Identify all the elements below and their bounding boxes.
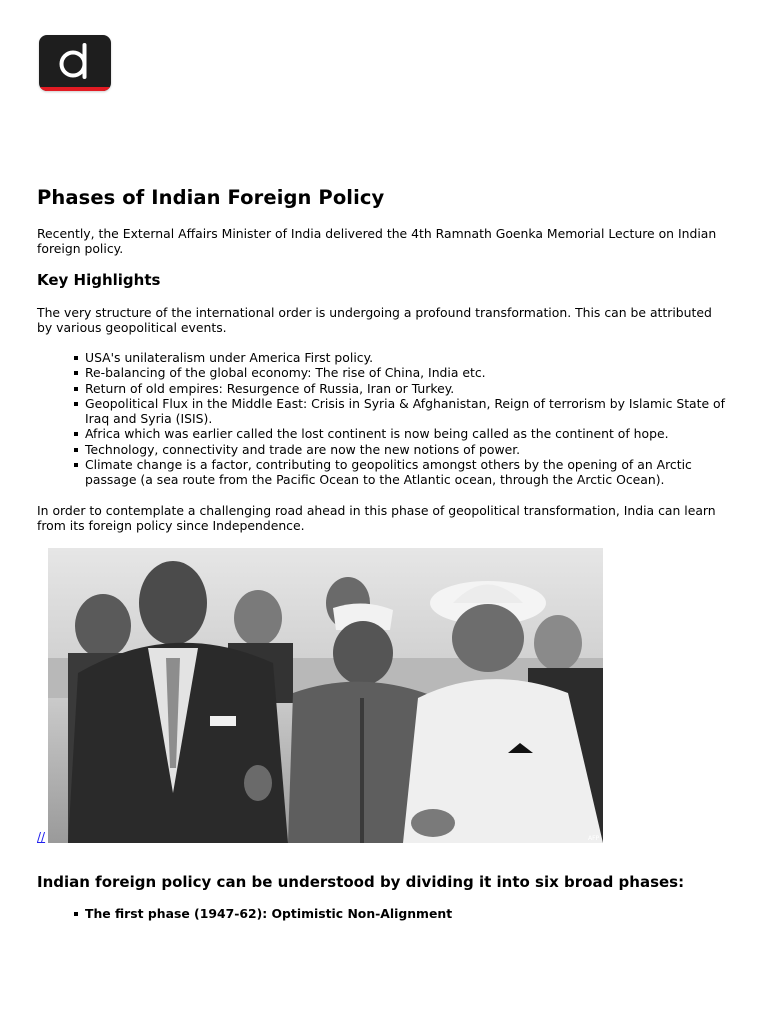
phases-list xyxy=(85,906,452,921)
logo-accent-bar xyxy=(39,87,111,91)
highlights-list xyxy=(85,350,725,488)
list-item: The first phase (1947-62): Optimistic Non-Alignment xyxy=(85,906,453,921)
highlights-heading: Key Highlights xyxy=(37,271,161,289)
highlights-intro: The very structure of the international order is undergoing a profound transformation. This can be attributed by various geopolitical events. xyxy=(37,305,712,336)
app-logo[interactable] xyxy=(39,35,111,91)
list-item: Technology, connectivity and trade are now the new notions of power. xyxy=(85,442,725,457)
historical-photo xyxy=(48,548,603,843)
article-conclusion: In order to contemplate a challenging road ahead in this phase of geopolitical transformation, India can learn from its foreign policy since Independence. xyxy=(37,503,716,534)
list-item: Africa which was earlier called the lost continent is now being called as the continent of hope. xyxy=(85,426,725,441)
document-logo-icon xyxy=(39,35,111,91)
article-intro: Recently, the External Affairs Minister of India delivered the 4th Ramnath Goenka Memorial Lecture on Indian foreign policy. xyxy=(37,226,717,257)
phases-heading: Indian foreign policy can be understood by dividing it into six broad phases: xyxy=(37,873,685,891)
list-item: Return of old empires: Resurgence of Russia, Iran or Turkey. xyxy=(85,381,725,396)
list-item: Geopolitical Flux in the Middle East: Crisis in Syria & Afghanistan, Reign of terrorism by Islamic State of Iraq and Syria (ISIS). xyxy=(85,395,726,427)
image-link[interactable]: // xyxy=(37,830,46,844)
list-item: USA's unilateralism under America First policy. xyxy=(85,350,725,365)
list-item: Climate change is a factor, contributing to geopolitics amongst others by the opening of an Arctic passage (a sea route from the Pacific Ocean to the Atlantic ocean, through the Arctic Ocean). xyxy=(85,457,725,488)
article-title: Phases of Indian Foreign Policy xyxy=(37,186,385,209)
list-item: Re-balancing of the global economy: The rise of China, India etc. xyxy=(85,365,725,380)
svg-text:AFP: AFP xyxy=(588,835,600,842)
